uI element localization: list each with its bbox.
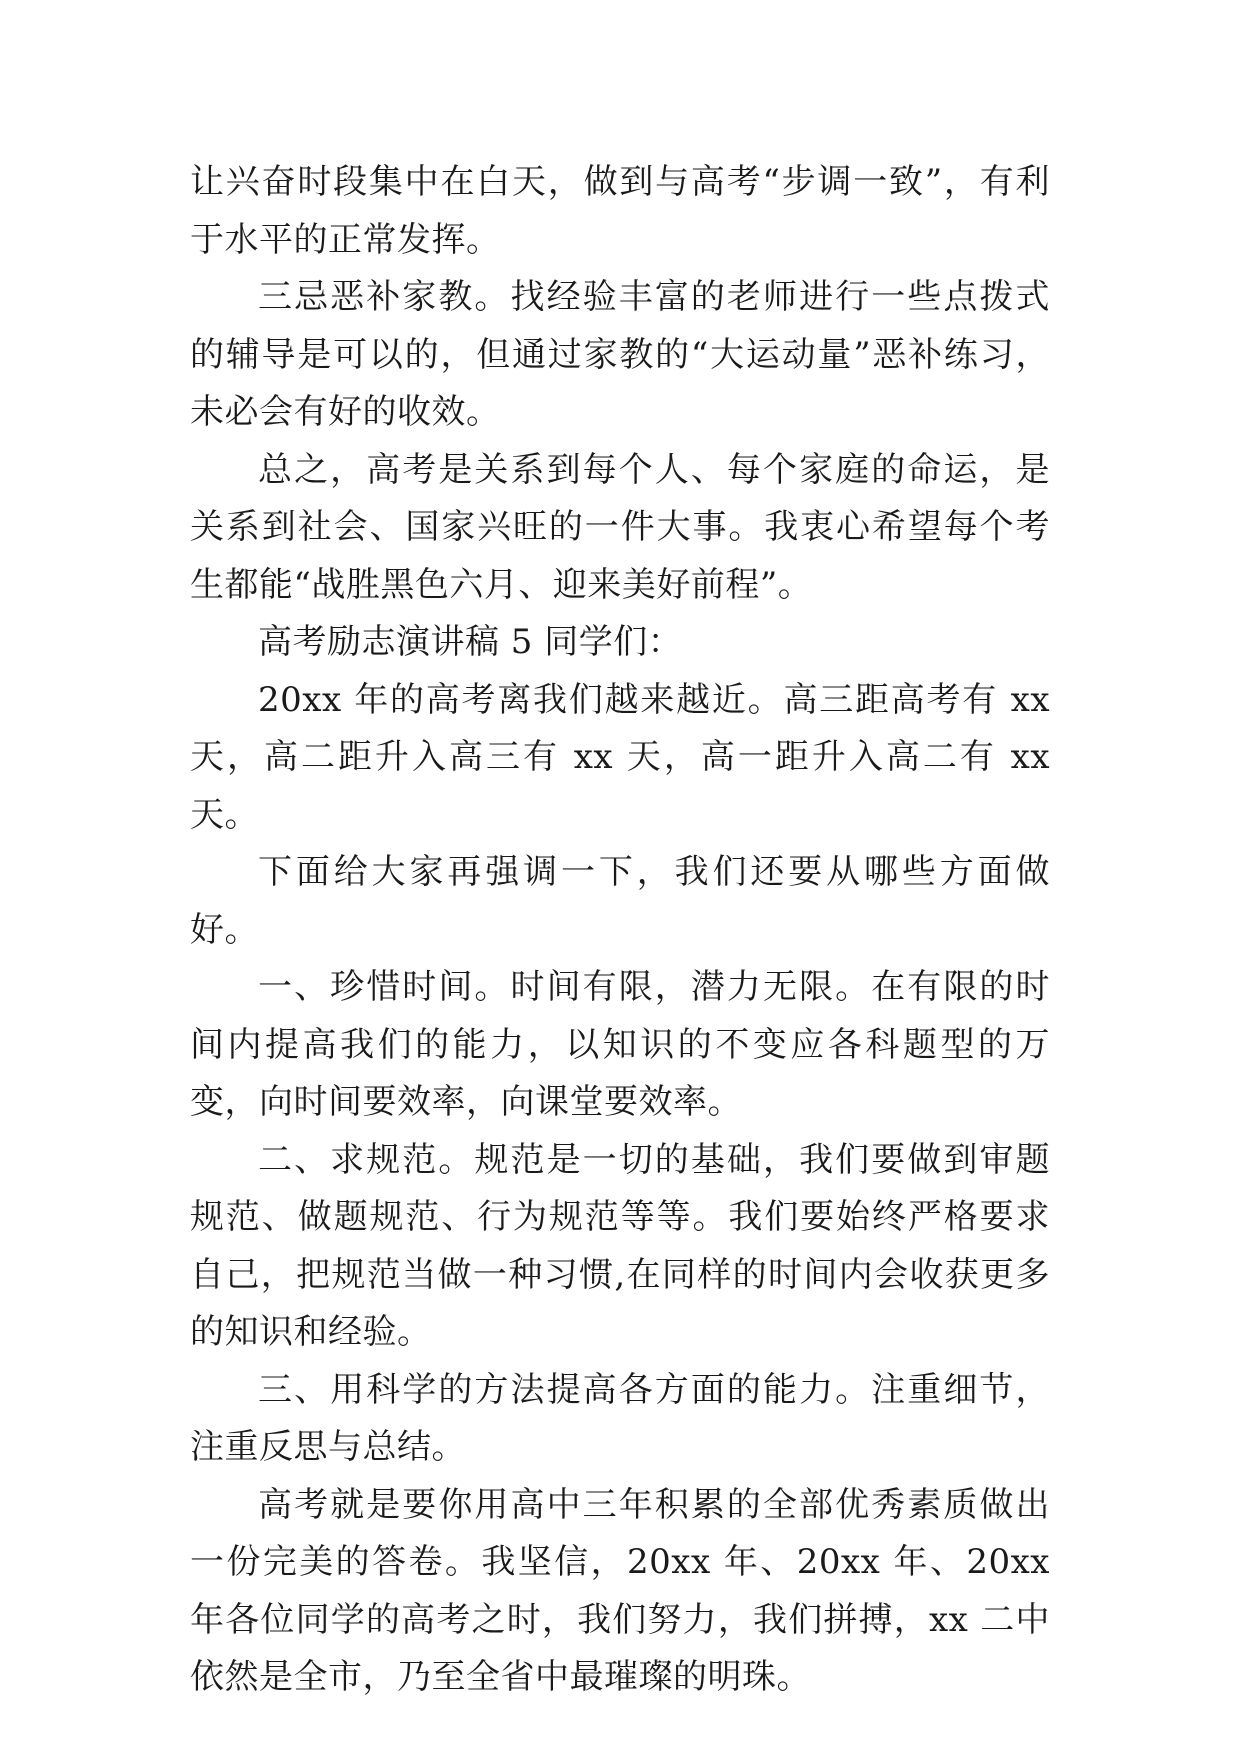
document-body — [190, 154, 1050, 1707]
paragraph-8: 二、求规范。规范是一切的基础，我们要做到审题规范、做题规范、行为规范等等。我们要始终严格要求自己，把规范当做一种习惯,在同样的时间内会收获更多的知识和经验。 — [190, 1139, 1050, 1352]
paragraph-9: 三、用科学的方法提高各方面的能力。注重细节，注重反思与总结。 — [190, 1369, 1050, 1467]
paragraph-4: 高考励志演讲稿 5 同学们： — [258, 622, 683, 662]
paragraph-3: 总之，高考是关系到每个人、每个家庭的命运，是关系到社会、国家兴旺的一件大事。我衷心希望每个考生都能“战胜黑色六月、迎来美好前程”。 — [190, 449, 1050, 605]
paragraph-5: 20xx 年的高考离我们越来越近。高三距高考有 xx 天，高二距升入高三有 xx 天，高一距升入高二有 xx 天。 — [190, 679, 1050, 835]
paragraph-2: 三忌恶补家教。找经验丰富的老师进行一些点拨式的辅导是可以的，但通过家教的“大运动量”恶补练习，未必会有好的收效。 — [190, 277, 1050, 432]
paragraph-1: 让兴奋时段集中在白天，做到与高考“步调一致”，有利于水平的正常发挥。 — [190, 162, 1050, 260]
paragraph-6: 下面给大家再强调一下，我们还要从哪些方面做好。 — [190, 852, 1050, 950]
paragraph-7: 一、珍惜时间。时间有限，潜力无限。在有限的时间内提高我们的能力，以知识的不变应各科题型的万变，向时间要效率，向课堂要效率。 — [190, 967, 1050, 1122]
paragraph-10: 高考就是要你用高中三年积累的全部优秀素质做出一份完美的答卷。我坚信，20xx 年、20xx 年、20xx 年各位同学的高考之时，我们努力，我们拼搏，xx 二中依然是全市，乃至全省中最璀璨的明珠。 — [190, 1484, 1050, 1697]
